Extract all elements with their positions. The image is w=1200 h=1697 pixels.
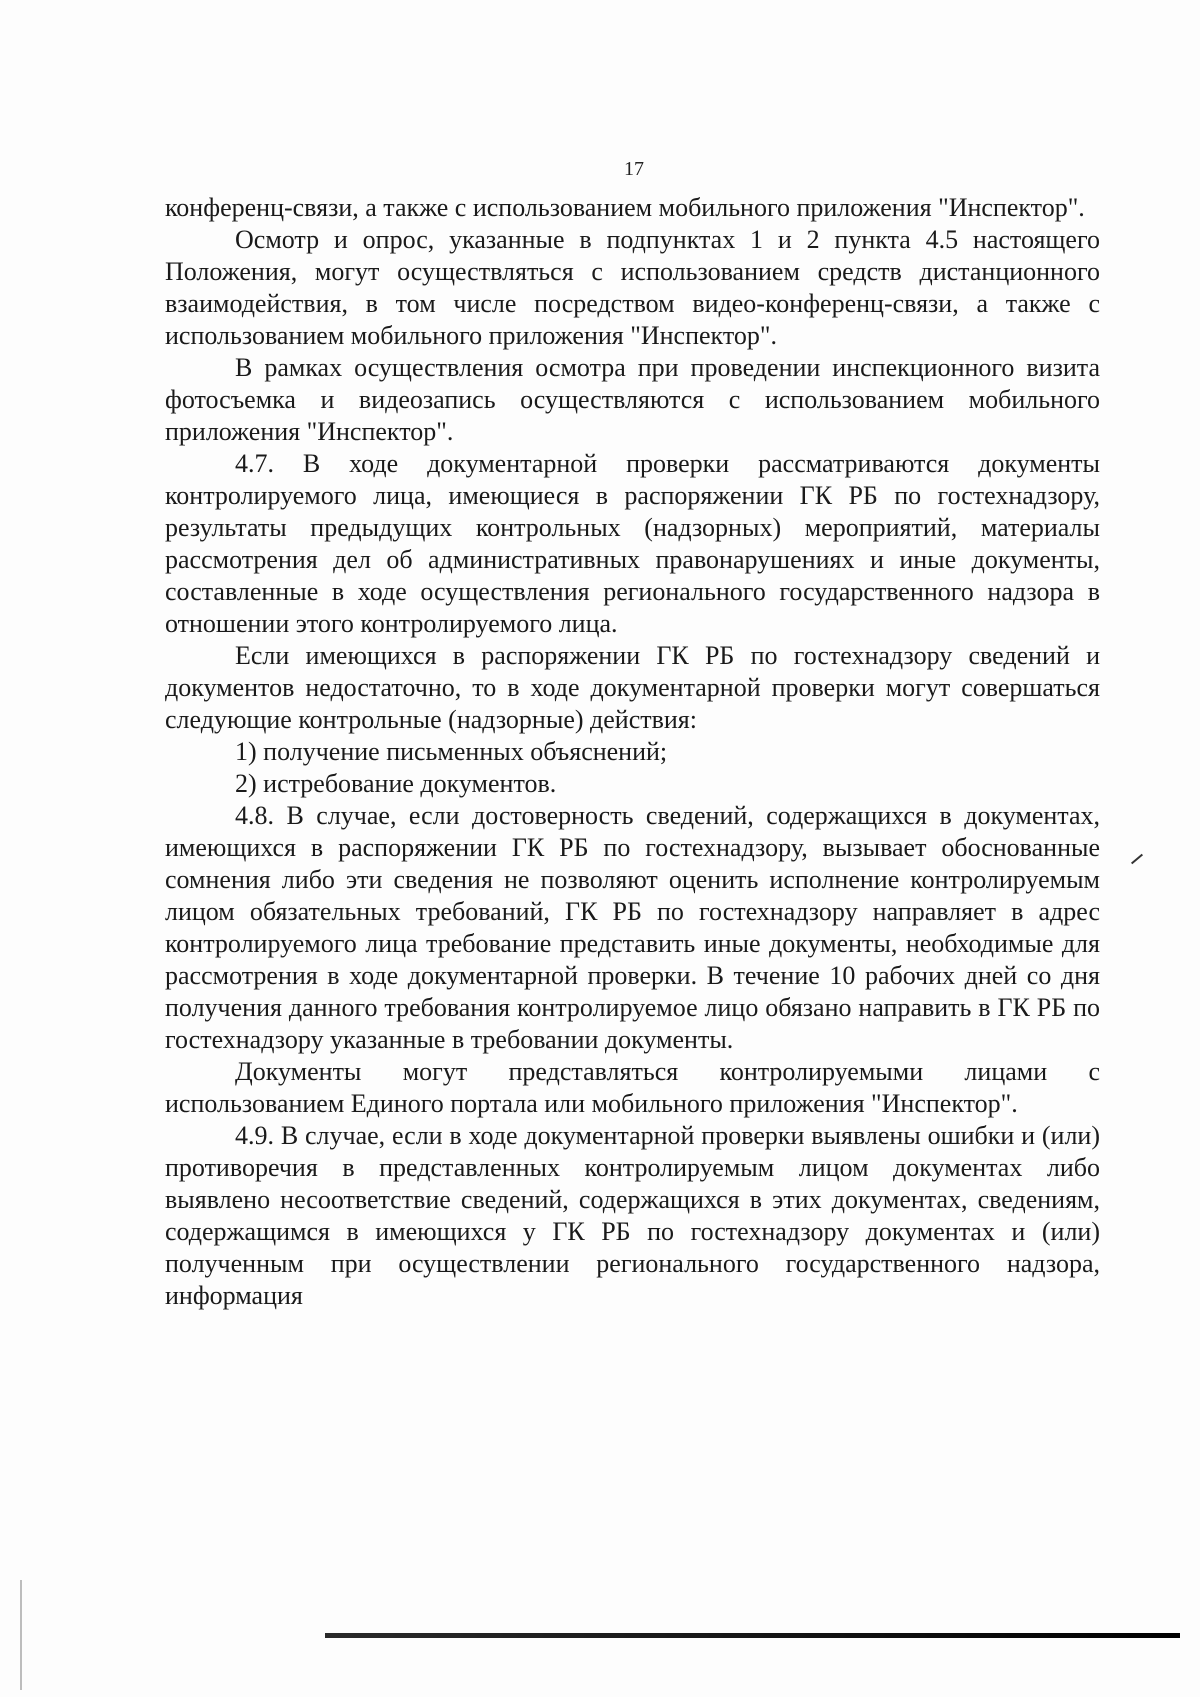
paragraph-photo-video: В рамках осуществления осмотра при проведении инспекционного визита фотосъемка и видеозапись осуществляются с использованием мобильного приложения "Инспектор". <box>165 353 1100 446</box>
document-body <box>165 192 1100 1312</box>
scan-edge-line <box>20 1580 22 1690</box>
list-item-documents-request: 2) истребование документов. <box>235 769 557 798</box>
scan-artifact-mark <box>1131 854 1143 865</box>
paragraph-4-8: 4.8. В случае, если достоверность сведений, содержащихся в документах, имеющихся в распоряжении ГК РБ по гостехнадзору, вызывает обоснованные сомнения либо эти сведения не позволяют оценить исполнение контролируемым лицом обязательных требований, ГК РБ по гостехнадзору направляет в адрес контролируемого лица требование представить иные документы, необходимые для рассмотрения в ходе документарной проверки. В течение 10 рабочих дней со дня получения данного требования контролируемое лицо обязано направить в ГК РБ по гостехнадзору указанные в требовании документы. <box>165 801 1100 1054</box>
page-number: 17 <box>624 158 644 180</box>
paragraph-inspection-remote: Осмотр и опрос, указанные в подпунктах 1 и 2 пункта 4.5 настоящего Положения, могут осуществляться с использованием средств дистанционного взаимодействия, в том числе посредством видео-конференц-связи, а также с использованием мобильного приложения "Инспектор". <box>165 225 1100 350</box>
paragraph-4-7: 4.7. В ходе документарной проверки рассматриваются документы контролируемого лица, имеющиеся в распоряжении ГК РБ по гостехнадзору, результаты предыдущих контрольных (надзорных) мероприятий, материалы рассмотрения дел об административных правонарушениях и иные документы, составленные в ходе осуществления регионального государственного надзора в отношении этого контролируемого лица. <box>165 449 1100 638</box>
paragraph-documents-submission: Документы могут представляться контролируемыми лицами с использованием Единого портала или мобильного приложения "Инспектор". <box>165 1057 1100 1118</box>
list-item-explanations: 1) получение письменных объяснений; <box>235 737 668 766</box>
paragraph-continuation: конференц-связи, а также с использованием мобильного приложения "Инспектор". <box>165 193 1085 222</box>
bottom-scan-rule <box>325 1633 1180 1638</box>
paragraph-insufficient-docs: Если имеющихся в распоряжении ГК РБ по гостехнадзору сведений и документов недостаточно, то в ходе документарной проверки могут совершаться следующие контрольные (надзорные) действия: <box>165 641 1100 734</box>
paragraph-4-9: 4.9. В случае, если в ходе документарной проверки выявлены ошибки и (или) противоречия в представленных контролируемым лицом документах либо выявлено несоответствие сведений, содержащихся в этих документах, сведениям, содержащимся в имеющихся у ГК РБ по гостехнадзору документах и (или) полученным при осуществлении регионального государственного надзора, информация <box>165 1121 1100 1310</box>
